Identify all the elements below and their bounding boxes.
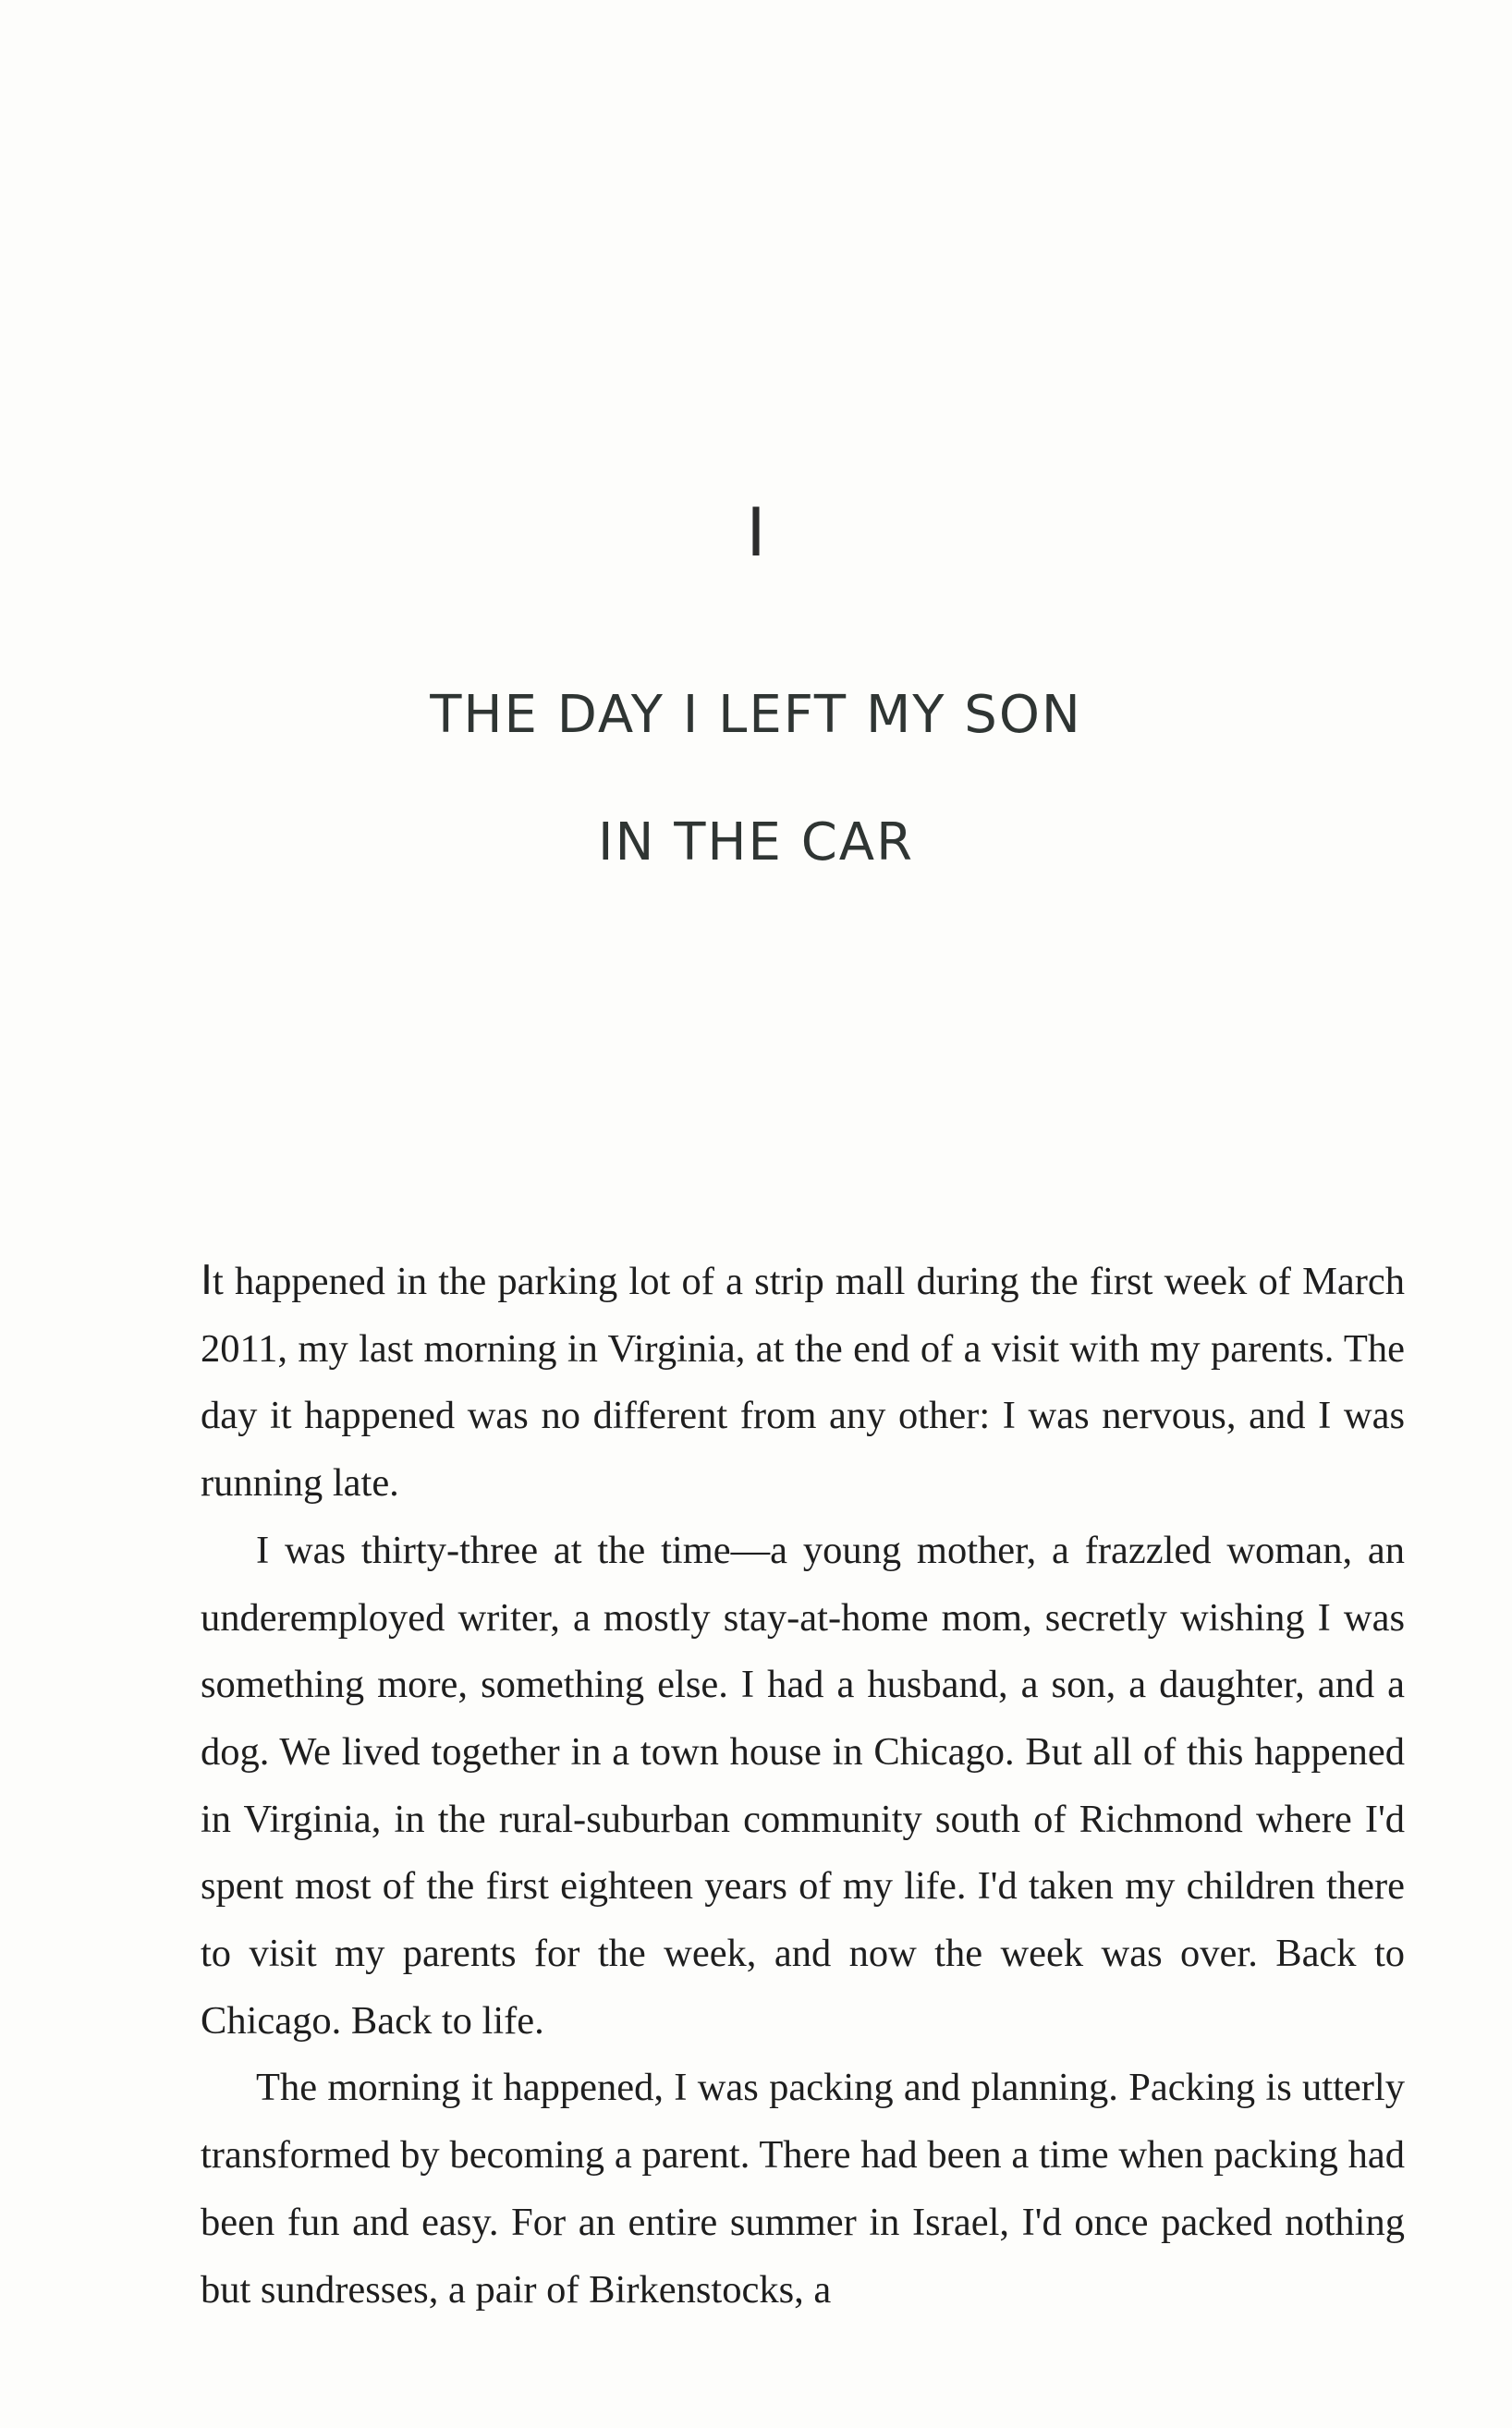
paragraph-1-text: t happened in the parking lot of a strip mall during the first week of March 2011, my last morning in Virginia, at the end of a visit with my parents. The day it happened was no different from any other: I was nervous, and I was running late. [201, 1260, 1405, 1506]
chapter-body [201, 1248, 1405, 2324]
paragraph-3: The morning it happened, I was packing and planning. Packing is utterly transformed by becoming a parent. There had been a time when packing had been fun and easy. For an entire summer in Israel, I'd once packed nothing but sundresses, a pair of Birkenstocks, a [201, 2066, 1405, 2312]
paragraph-2: I was thirty-three at the time—a young mother, a frazzled woman, an underemployed writer, a mostly stay-at-home mom, secretly wishing I was something more, something else. I had a husband, a son, a daughter, and a dog. We lived together in a town house in Chicago. But all of this happened in Virginia, in the rural-suburban community south of Richmond where I'd spent most of the first eighteen years of my life. I'd taken my children there to visit my parents for the week, and now the week was over. Back to Chicago. Back to life. [201, 1528, 1405, 2043]
paragraph-1 [201, 1248, 1405, 1518]
chapter-title-line-1: THE DAY I LEFT MY SON [430, 685, 1082, 745]
chapter-title-line-2: IN THE CAR [597, 812, 915, 872]
chapter-number: I [746, 494, 766, 571]
chapter-title [0, 652, 1512, 907]
drop-cap: I [201, 1257, 213, 1304]
